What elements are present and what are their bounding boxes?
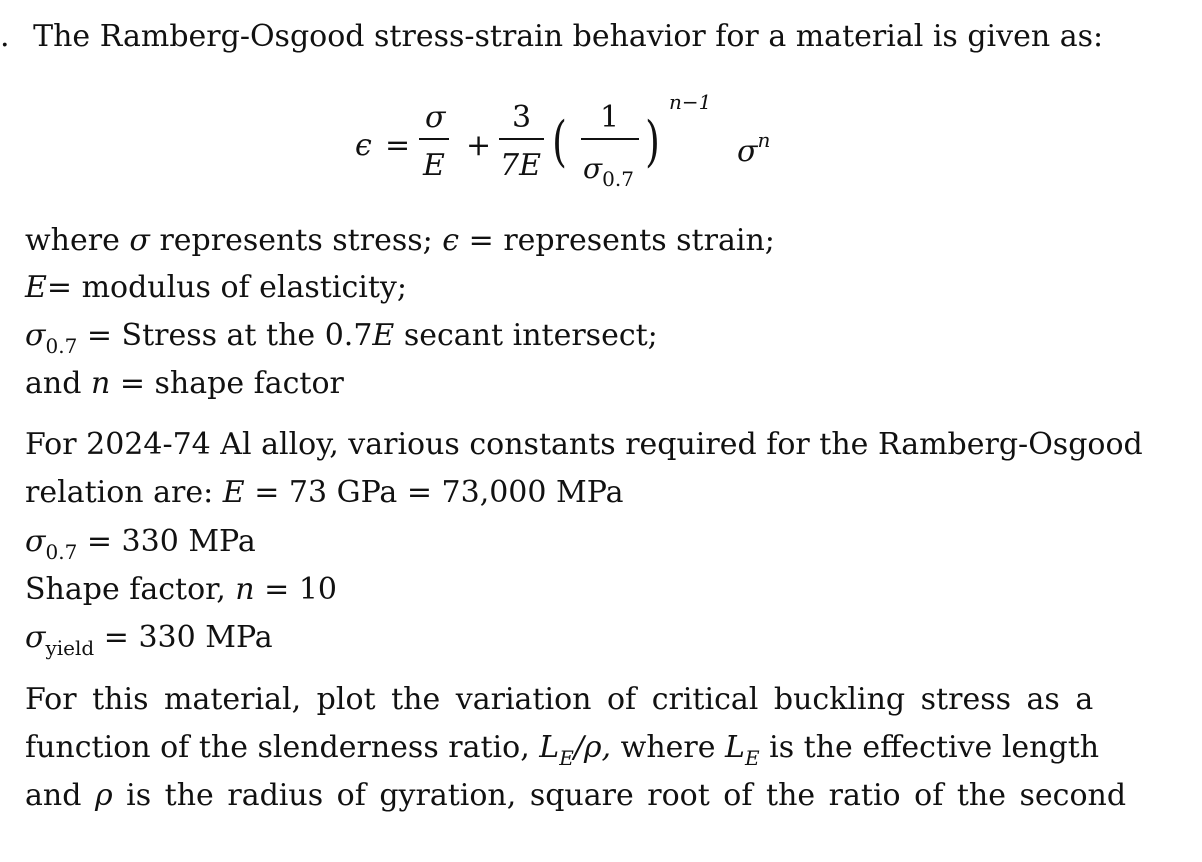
task-line-3 (25, 778, 1127, 813)
definition-shape-factor: = shape factor (119, 366, 344, 401)
formula-inner-numerator: 1 (600, 100, 620, 135)
definition-epsilon: ϵ (442, 223, 460, 258)
definition-line-1 (25, 223, 775, 258)
constants-n: n (235, 572, 255, 607)
definition-modulus: = modulus of elasticity; (46, 270, 407, 305)
formula-term2-denominator: 7E (500, 148, 541, 183)
intro-text: The Ramberg-Osgood stress-strain behavior for a material is given as: (33, 19, 1104, 54)
formula-inner-fraction-bar (581, 138, 639, 140)
definition-secant-rest: secant intersect; (403, 318, 658, 353)
definition-line-2 (25, 270, 407, 305)
constants-line-3 (25, 524, 256, 564)
constants-sigma-yield-subscript: yield (45, 636, 95, 660)
formula-term2-numerator: 3 (512, 100, 532, 135)
intro-line (0, 19, 1104, 54)
formula-left-paren: ( (552, 110, 567, 173)
task-text-2a: function of the slenderness ratio, (25, 730, 530, 765)
formula-exponent: n−1 (669, 90, 712, 114)
intro-bullet: . (0, 19, 10, 54)
definition-secant-E: E (372, 318, 395, 353)
definition-line-4 (25, 366, 344, 401)
formula-inner-sigma-subscript: 0.7 (602, 167, 634, 191)
formula-equals: = (385, 128, 411, 163)
constants-sigma-yield: σ (25, 620, 46, 655)
formula-term1-numerator: σ (425, 100, 446, 135)
task-text-3b: is the radius of gyration, square root of the ratio of the second (126, 778, 1127, 813)
definition-secant-text: = Stress at the 0.7 (86, 318, 373, 353)
formula-term2-fraction-bar (499, 138, 544, 140)
task-text-3a: and (25, 778, 82, 813)
formula-lhs-epsilon: ϵ (355, 128, 372, 163)
definition-sigma07: σ (25, 318, 46, 353)
formula-plus: + (466, 128, 492, 163)
definition-E: E (25, 270, 47, 305)
formula-right-paren: ) (645, 110, 660, 173)
formula-tail-sigma: σ (737, 134, 758, 169)
constants-line-5 (25, 620, 273, 660)
definition-where: where (25, 223, 120, 258)
definition-sigma07-subscript: 0.7 (45, 334, 78, 358)
constants-sigma07-value: = 330 MPa (86, 524, 256, 559)
formula-term1-denominator: E (423, 148, 445, 183)
formula-term1-fraction-bar (419, 138, 449, 140)
definition-and: and (25, 366, 82, 401)
formula-inner-denominator (583, 152, 634, 191)
task-L-subscript: E (559, 746, 574, 770)
task-L2: L (725, 730, 745, 765)
ramberg-osgood-formula (345, 88, 785, 198)
constants-intro: For 2024-74 Al alloy, various constants required for the Ramberg-Osgood (25, 427, 1143, 462)
constants-n-value: = 10 (264, 572, 338, 607)
task-text-2b: where (620, 730, 716, 765)
definition-n: n (90, 366, 111, 401)
constants-sigma07: σ (25, 524, 46, 559)
task-text-2c: is the effective length (769, 730, 1100, 765)
formula-tail-superscript: n (757, 128, 771, 152)
constants-line-1 (25, 427, 1143, 462)
definition-stress: represents stress; (159, 223, 433, 258)
constants-yield-value: = 330 MPa (103, 620, 273, 655)
constants-E-value: = 73 GPa = 73,000 MPa (254, 475, 624, 510)
task-rho-ratio: /ρ, (573, 730, 612, 765)
constants-sigma07-subscript: 0.7 (45, 540, 78, 564)
task-line-1 (25, 682, 1094, 717)
constants-E: E (222, 475, 245, 510)
constants-shape-label: Shape factor, (25, 572, 226, 607)
task-rho: ρ (94, 778, 113, 813)
definition-line-3 (25, 318, 658, 358)
formula-tail (737, 128, 770, 169)
task-line-2 (25, 730, 1100, 770)
task-L2-subscript: E (744, 746, 760, 770)
task-text-1: For this material, plot the variation of critical buckling stress as a (25, 682, 1094, 717)
definition-sigma: σ (129, 223, 150, 258)
constants-line-4 (25, 572, 338, 607)
formula-inner-sigma: σ (583, 152, 603, 185)
definition-strain: = represents strain; (468, 223, 775, 258)
constants-line-2 (25, 475, 624, 510)
task-L: L (539, 730, 560, 765)
constants-relation: relation are: (25, 475, 214, 510)
